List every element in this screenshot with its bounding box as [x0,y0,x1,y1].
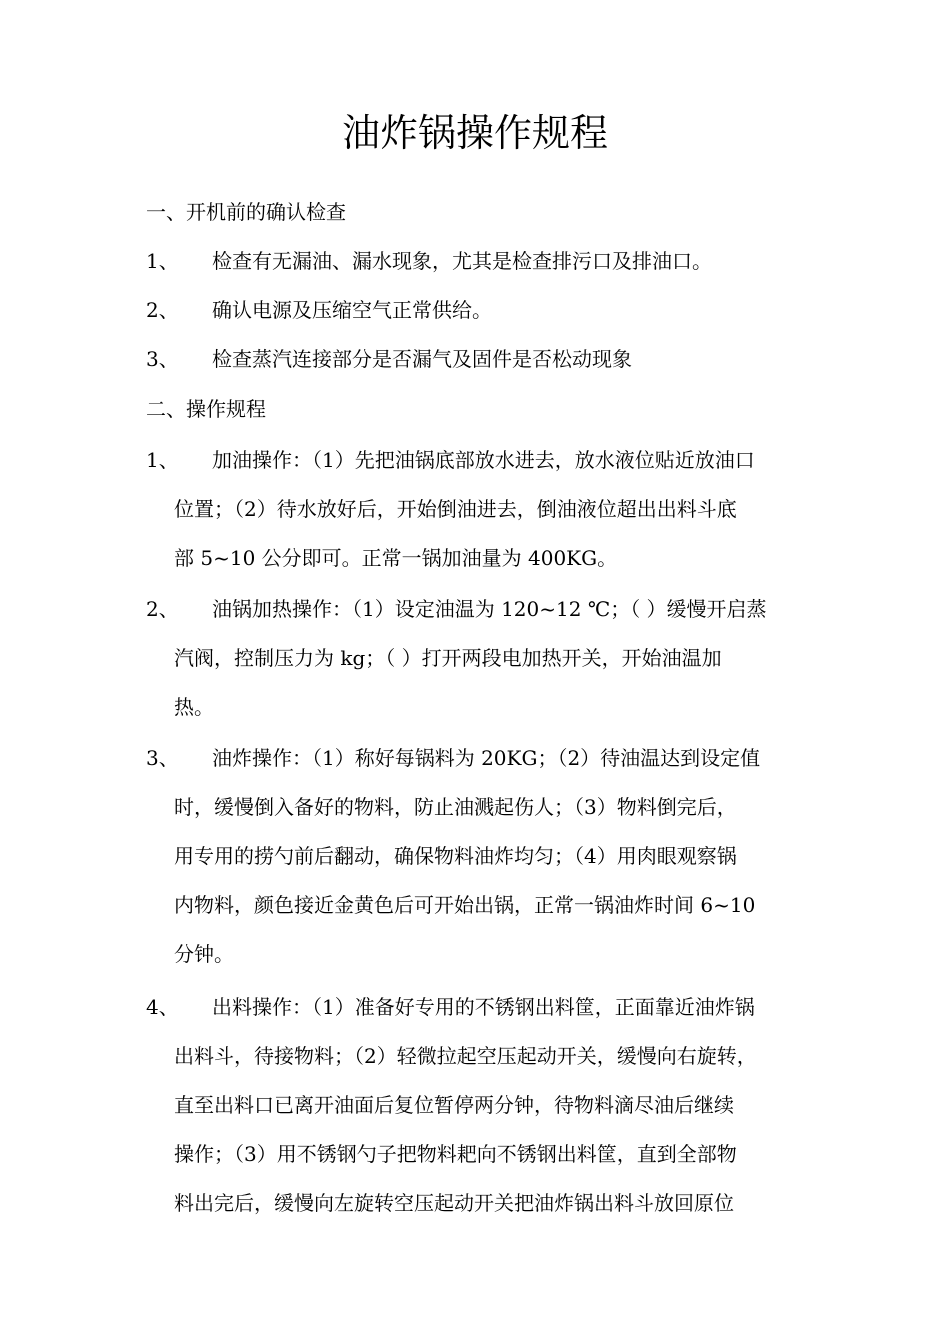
item-number: 2、 [146,298,179,322]
item-text: 加油操作：（1）先把油锅底部放水进去，放水液位贴近放油口 [212,448,755,472]
item-text: 直至出料口已离开油面后复位暂停两分钟，待物料滴尽油后继续 [174,1093,734,1117]
item-number: 4、 [146,995,179,1019]
item-number: 2、 [146,597,179,621]
page-title: 油炸锅操作规程 [341,111,608,155]
section-heading: 一、开机前的确认检查 [146,200,346,224]
item-text: 油锅加热操作：（1）设定油温为 120~12 ℃；（ ）缓慢开启蒸 [212,597,767,621]
item-text: 内物料，颜色接近金黄色后可开始出锅，正常一锅油炸时间 6~10 [174,893,756,917]
item-number: 3、 [146,746,179,770]
item-text: 出料斗，待接物料；（2）轻微拉起空压起动开关，缓慢向右旋转， [174,1044,757,1068]
item-text: 用专用的捞勺前后翻动，确保物料油炸均匀；（4）用肉眼观察锅 [174,844,737,868]
item-text: 位置；（2）待水放好后，开始倒油进去，倒油液位超出出料斗底 [174,497,737,521]
item-text: 料出完后，缓慢向左旋转空压起动开关把油炸锅出料斗放回原位 [174,1191,734,1215]
item-text: 检查有无漏油、漏水现象，尤其是检查排污口及排油口。 [212,249,712,273]
item-text: 热。 [174,695,214,719]
item-text: 确认电源及压缩空气正常供给。 [212,298,492,322]
item-number: 1、 [146,249,179,273]
item-text: 出料操作：（1）准备好专用的不锈钢出料筐，正面靠近油炸锅 [212,995,755,1019]
item-text: 时，缓慢倒入备好的物料，防止油溅起伤人；（3）物料倒完后， [174,795,737,819]
item-number: 3、 [146,347,179,371]
item-text: 分钟。 [174,942,234,966]
section-heading: 二、操作规程 [146,397,266,421]
item-text: 汽阀，控制压力为 kg；（ ）打开两段电加热开关，开始油温加 [174,646,722,670]
item-text: 部 5~10 公分即可。正常一锅加油量为 400KG。 [174,546,618,570]
item-text: 油炸操作：（1）称好每锅料为 20KG；（2）待油温达到设定值 [212,746,761,770]
item-text: 操作；（3）用不锈钢勺子把物料耙向不锈钢出料筐，直到全部物 [174,1142,737,1166]
item-text: 检查蒸汽连接部分是否漏气及固件是否松动现象 [212,347,632,371]
item-number: 1、 [146,448,179,472]
